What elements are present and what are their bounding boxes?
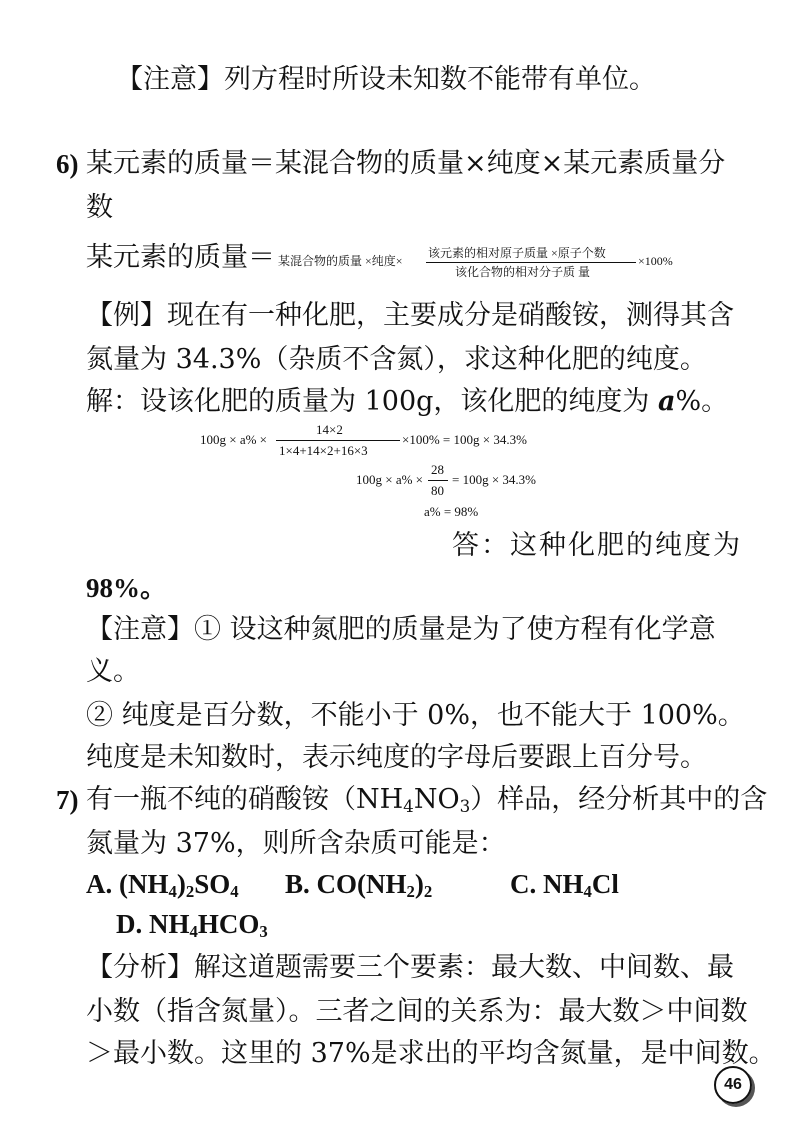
item-7-line-1 xyxy=(86,782,767,818)
item-6-line-1: 某元素的质量＝某混合物的质量×纯度×某元素质量分 xyxy=(86,148,726,179)
option-a: A. $(NH_4)_2SO_4$ xyxy=(86,869,239,902)
solution-variable: a xyxy=(657,386,676,417)
solution-suffix: %。 xyxy=(675,386,729,417)
answer-line-1: 答：这种化肥的纯度为 xyxy=(452,530,742,561)
note-2-line-4: 纯度是未知数时，表示纯度的字母后要跟上百分号。 xyxy=(86,742,707,773)
formula-denominator: 该化合物的相对分子质 量 xyxy=(455,265,591,279)
equation-1-right: ×100% = 100g × 34.3% xyxy=(402,432,527,447)
equation-2-right: = 100g × 34.3% xyxy=(452,472,536,487)
example-line-1 xyxy=(86,298,734,334)
solution-text: 解：设该化肥的质量为 100g，该化肥的纯度为 xyxy=(86,386,658,417)
item-7-number: 7) xyxy=(56,785,79,815)
item-6-number: 6) xyxy=(56,149,79,179)
equation-3: a% = 98% xyxy=(424,504,479,519)
page-number: 46 xyxy=(714,1066,752,1104)
analysis-line-2: 小数（指含氮量）。三者之间的关系为：最大数＞中间数 xyxy=(86,996,748,1027)
note-1: 【注意】列方程时所设未知数不能带有单位。 xyxy=(116,64,656,95)
item-7-text-e: ）样品，经分析其中的含 xyxy=(470,784,768,815)
note-2-line-2: 义。 xyxy=(86,656,140,687)
item-7-text-c: NO xyxy=(413,784,460,815)
equation-2-fraction-bar xyxy=(428,480,448,481)
equation-2-left: 100g × a% × xyxy=(356,472,424,487)
item-7-line-2: 氮量为 37%，则所含杂质可能是： xyxy=(86,828,506,859)
equation-1-denominator: 1×4+14×2+16×3 xyxy=(279,443,368,458)
solution-line xyxy=(86,384,728,420)
formula-suffix: ×100% xyxy=(638,254,673,268)
option-d: D. $NH_4HCO_3$ xyxy=(116,909,268,942)
equation-1-left: 100g × a% × xyxy=(200,432,268,447)
note-2-line-1: 【注意】① 设这种氮肥的质量是为了使方程有化学意 xyxy=(86,614,716,645)
item-7-sub-3: 3 xyxy=(459,796,471,817)
option-b: B. $CO(NH_2)_2$ xyxy=(285,869,433,902)
formula-numerator: 该元素的相对原子质量 ×原子个数 xyxy=(428,246,606,260)
example-line-2: 氮量为 34.3%（杂质不含氮），求这种化肥的纯度。 xyxy=(86,344,707,375)
example-text-1: 现在有一种化肥，主要成分是硝酸铵，测得其含 xyxy=(167,300,734,331)
note-2-line-3: ② 纯度是百分数，不能小于 0%，也不能大于 100%。 xyxy=(86,700,745,731)
analysis-line-3: ＞最小数。这里的 37%是求出的平均含氮量，是中间数。 xyxy=(86,1038,776,1069)
equation-2-numerator: 28 xyxy=(431,462,444,477)
equation-1-fraction-bar xyxy=(276,440,400,441)
item-7-sub-4: 4 xyxy=(403,796,414,817)
analysis-line-1: 【分析】解这道题需要三个要素：最大数、中间数、最 xyxy=(86,952,734,983)
equation-1-numerator: 14×2 xyxy=(316,422,343,437)
item-6-line-2: 数 xyxy=(86,192,113,223)
item-7-text-a: 有一瓶不纯的硝酸铵（NH xyxy=(86,784,404,815)
answer-line-2: 98%。 xyxy=(86,573,167,603)
formula-lhs: 某元素的质量＝ xyxy=(86,242,275,273)
formula-fraction-bar xyxy=(426,262,636,263)
option-c: C. $NH_4Cl$ xyxy=(510,869,619,902)
equation-2-denominator: 80 xyxy=(431,483,444,498)
example-label: 【例】 xyxy=(86,300,167,331)
formula-part-1: 某混合物的质量 ×纯度× xyxy=(278,254,403,268)
